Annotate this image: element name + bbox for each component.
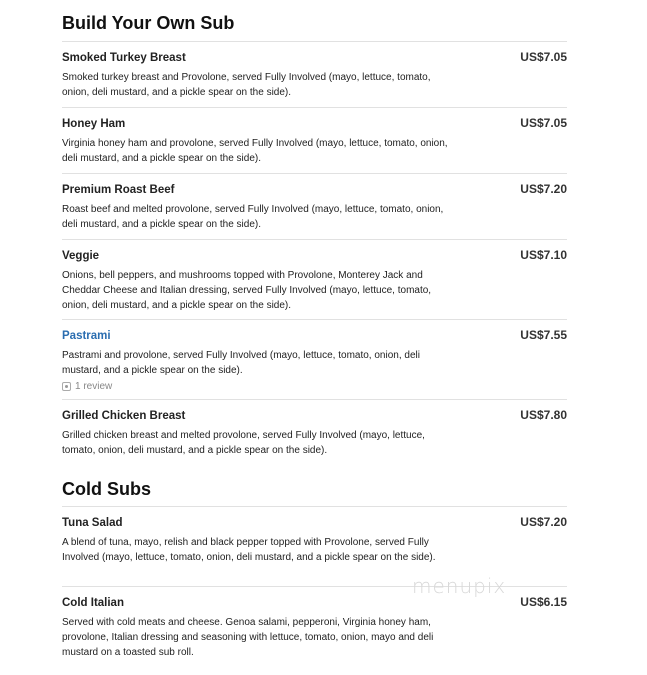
item-description: Roast beef and melted provolone, served Fully Involved (mayo, lettuce, tomato, onion, deli mustard, and a pickle spear on the side).: [62, 204, 444, 230]
item-name: Cold Italian: [62, 597, 124, 609]
item-price: US$7.10: [520, 248, 567, 262]
item-name: Honey Ham: [62, 118, 126, 130]
item-price: US$7.05: [520, 50, 567, 64]
menu-item: [62, 239, 567, 320]
item-name: Grilled Chicken Breast: [62, 410, 186, 422]
item-price: US$7.80: [520, 408, 567, 422]
item-price: US$7.05: [520, 116, 567, 130]
menu-item: [62, 41, 567, 108]
item-description: Served with cold meats and cheese. Genoa salami, pepperoni, Virginia honey ham, provolone, Italian dressing and seasoning with lettuce, tomato, onion, mayo and deli mustard on a toasted sub roll.: [62, 617, 434, 658]
review-count: 1 review: [75, 381, 113, 392]
item-description: Virginia honey ham and provolone, served Fully Involved (mayo, lettuce, tomato, onion, deli mustard, and a pickle spear on the side).: [62, 138, 448, 164]
item-description: Pastrami and provolone, served Fully Involved (mayo, lettuce, tomato, onion, deli mustard, and a pickle spear on the side).: [62, 350, 420, 376]
item-description: Smoked turkey breast and Provolone, served Fully Involved (mayo, lettuce, tomato, onion, deli mustard, and a pickle spear on the side).: [62, 72, 431, 98]
section-title-cold-subs: Cold Subs: [62, 479, 151, 499]
menu-item: [62, 107, 567, 174]
menu-item-pastrami: [62, 319, 567, 400]
section-title-build-your-own-sub: Build Your Own Sub: [62, 13, 235, 33]
item-description: Grilled chicken breast and melted provolone, served Fully Involved (mayo, lettuce, tomato, onion, deli mustard, and a pickle spear on the side).: [62, 430, 425, 456]
item-price: US$7.55: [520, 328, 567, 342]
item-name-link[interactable]: Pastrami: [62, 330, 111, 342]
item-description: Onions, bell peppers, and mushrooms topped with Provolone, Monterey Jack and Cheddar Cheese and Italian dressing, served Fully Involved (mayo, lettuce, tomato, onion, deli mustard, and a pickle spear on the side).: [62, 270, 432, 311]
item-price: US$7.20: [520, 182, 567, 196]
review-link[interactable]: [62, 381, 567, 392]
item-name: Tuna Salad: [62, 517, 123, 529]
item-description: A blend of tuna, mayo, relish and black pepper topped with Provolone, served Fully Involved (mayo, lettuce, tomato, onion, deli mustard, and a pickle spear on the side).: [62, 537, 436, 563]
item-name: Veggie: [62, 250, 100, 262]
item-price: US$7.20: [520, 515, 567, 529]
item-name: Premium Roast Beef: [62, 184, 175, 196]
item-price: US$6.15: [520, 595, 567, 609]
review-icon: [62, 382, 71, 391]
item-name: Smoked Turkey Breast: [62, 52, 186, 64]
menu-item: [62, 586, 567, 675]
menu-item: [62, 399, 567, 466]
menu-item: [62, 173, 567, 240]
watermark-logo: menupix: [412, 574, 507, 598]
